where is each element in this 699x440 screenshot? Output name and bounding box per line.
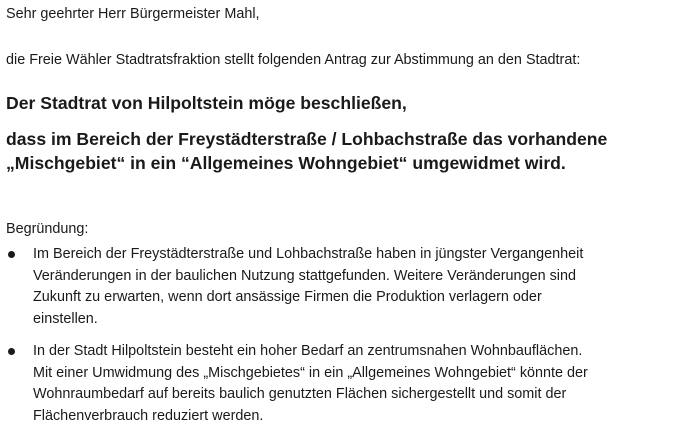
bullet-icon [8, 251, 15, 258]
salutation: Sehr geehrter Herr Bürgermeister Mahl, [6, 6, 260, 22]
reason-line: Flächenverbrauch reduziert werden. [33, 407, 264, 424]
reason-item [0, 341, 693, 427]
motion-line-2: „Mischgebiet“ in ein “Allgemeines Wohngebiet“ umgewidmet wird. [6, 153, 566, 173]
reason-line: Zukunft zu erwarten, wenn dort ansässige Firmen die Produktion verlagern oder [33, 289, 542, 305]
intro-paragraph: die Freie Wähler Stadtratsfraktion stellt folgenden Antrag zur Abstimmung an den Stadtrat: [6, 52, 581, 68]
reason-line: Veränderungen in der baulichen Nutzung stattgefunden. Weitere Veränderungen sind [33, 267, 576, 284]
reason-line: Mit einer Umwidmung des „Mischgebietes“ in ein „Allgemeines Wohngebiet“ könnte der [33, 364, 588, 381]
reason-item [0, 244, 693, 330]
motion-line-1: dass im Bereich der Freystädterstraße / Lohbachstraße das vorhandene [6, 129, 608, 149]
reason-line: In der Stadt Hilpoltstein besteht ein hoher Bedarf an zentrumsnahen Wohnbauflächen. [33, 343, 583, 359]
reason-line: Wohnraumbedarf auf bereits baulich genutzten Flächen sichergestellt und somit der [33, 386, 567, 402]
reason-line: Im Bereich der Freystädterstraße und Lohbachstraße haben in jüngster Vergangenheit [33, 246, 584, 262]
bullet-icon [8, 348, 15, 355]
reason-line: einstellen. [33, 310, 98, 327]
motion-heading: Der Stadtrat von Hilpoltstein möge beschließen, [6, 93, 407, 113]
reason-list [0, 244, 699, 438]
reason-label: Begründung: [6, 221, 89, 237]
